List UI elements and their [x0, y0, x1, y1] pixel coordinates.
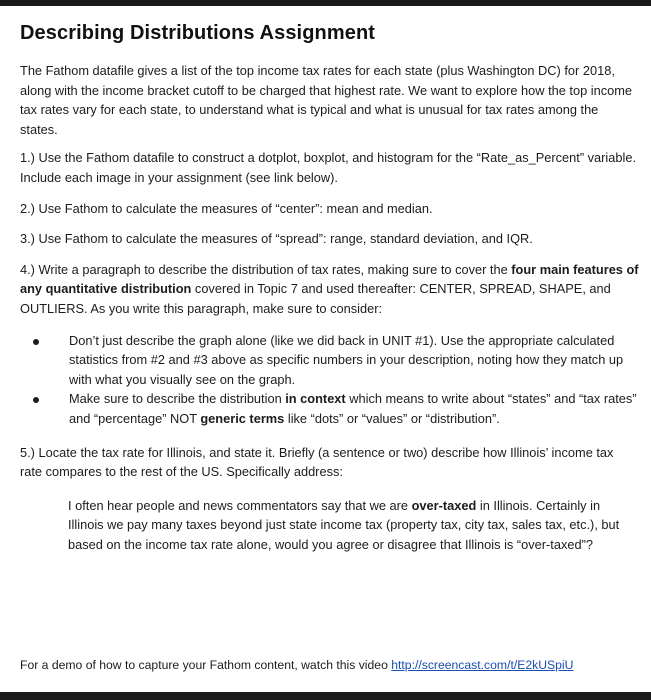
question-4-bold: four main features of any quantitative distribution [20, 261, 639, 297]
illinois-prompt-text: I often hear people and news commentators say that we are [68, 497, 412, 513]
considerations-list [20, 331, 639, 429]
bullet-bold-generic: generic terms [200, 410, 285, 426]
illinois-prompt [20, 496, 639, 555]
bullet-icon [33, 339, 39, 345]
bullet-bold-context: in context [285, 391, 346, 407]
bullet-icon [33, 397, 39, 403]
bullet-text-middle: which means to write about “states” and “tax rates” and “percentage” NOT [69, 391, 637, 426]
bullet-text: Don’t just describe the graph alone (like we did back in UNIT #1). Use the appropriate calculated statistics from #2 and #3 above as specific numbers in your description, noting how they match up with what you visually see on the graph. [69, 332, 624, 387]
bullet-text-end: like “dots” or “values” or “distribution”. [284, 410, 500, 426]
document-title: Describing Distributions Assignment [20, 22, 376, 44]
question-4 [20, 260, 639, 319]
bullet-text: Make sure to describe the distribution [69, 391, 286, 407]
illinois-prompt-bold: over-taxed [411, 497, 477, 513]
footer-text: For a demo of how to capture your Fathom content, watch this video [20, 658, 392, 672]
question-2: 2.) Use Fathom to calculate the measures of “center”: mean and median. [20, 200, 433, 216]
question-3: 3.) Use Fathom to calculate the measures of “spread”: range, standard deviation, and IQR. [20, 231, 533, 247]
list-item [20, 389, 639, 428]
question-4-text: 4.) Write a paragraph to describe the distribution of tax rates, making sure to cover the [20, 261, 512, 277]
screencast-link[interactable]: http://screencast.com/t/E2kUSpiU [391, 658, 574, 672]
illinois-prompt-text-end: in Illinois. Certainly in Illinois we pay many taxes beyond just state income tax (property tax, city tax, sales tax, etc.), but based on the income tax rate alone, would you agree or disagree that Illinois is “over-taxed”? [68, 497, 620, 552]
intro-paragraph: The Fathom datafile gives a list of the top income tax rates for each state (plus Washington DC) for 2018, along with the income bracket cutoff to be charged that highest rate. We want to explore how the top income tax rates vary for each state, to understand what is typical and what is unusual for tax rates among the states. [20, 63, 633, 137]
question-5: 5.) Locate the tax rate for Illinois, and state it. Briefly (a sentence or two) describe how Illinois’ income tax rate compares to the rest of the US. Specifically address: [20, 444, 614, 480]
footer-note [20, 656, 573, 674]
question-1: 1.) Use the Fathom datafile to construct a dotplot, boxplot, and histogram for the “Rate_as_Percent” variable. Include each image in your assignment (see link below). [20, 150, 637, 185]
list-item [20, 331, 639, 390]
question-4-text-end: covered in Topic 7 and used thereafter: CENTER, SPREAD, SHAPE, and OUTLIERS. As you write this paragraph, make sure to consider: [20, 281, 611, 316]
document-page [0, 6, 651, 692]
